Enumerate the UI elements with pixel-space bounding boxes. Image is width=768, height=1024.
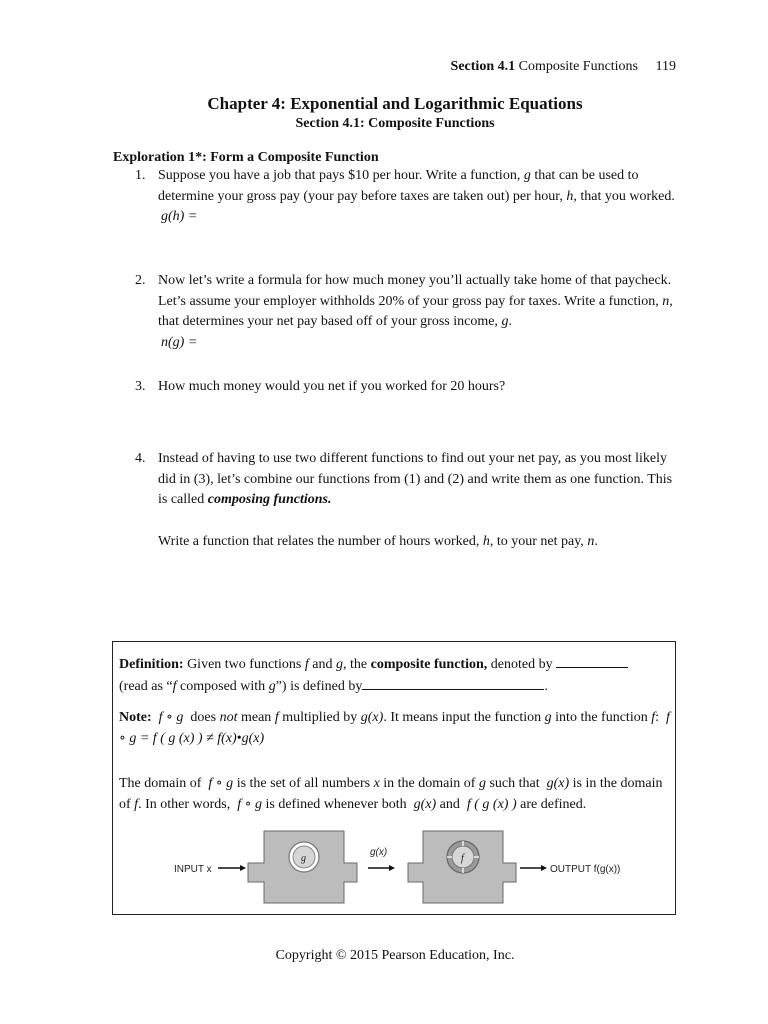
note-text: multiplied by: [282, 710, 358, 725]
running-head-title: Composite Functions: [518, 59, 639, 74]
note-text: does: [190, 710, 217, 725]
definition-paragraph: [119, 654, 671, 697]
definition-text: (read as “: [119, 678, 173, 694]
item-number: 2.: [135, 273, 146, 288]
answer-blank[interactable]: [556, 654, 628, 668]
exploration-heading: Exploration 1*: Form a Composite Function: [113, 150, 379, 165]
definition-text: denoted by: [490, 657, 553, 672]
output-arrow: [520, 865, 547, 871]
definition-text: .: [544, 678, 548, 694]
formula-n-of-g: n(g) =: [161, 334, 198, 350]
note-label: Note:: [119, 710, 152, 725]
definition-text: and: [312, 657, 333, 672]
item-text: How much money would you net if you worked for 20 hours?: [158, 379, 506, 394]
section-title: Section 4.1: Composite Functions: [295, 116, 495, 131]
item-number: 4.: [135, 451, 146, 466]
running-head: [451, 59, 676, 75]
input-arrow: [218, 865, 246, 871]
composition-symbol: f ∘ g: [158, 710, 184, 725]
domain-text: such that: [489, 776, 540, 791]
f-machine-label: f: [461, 853, 464, 864]
exploration-item-1: [135, 166, 680, 228]
definition-term: composite function,: [370, 657, 488, 672]
g-machine-label: g: [301, 853, 306, 864]
variable-f: f: [274, 710, 279, 725]
item-text: Write a function that relates the number of hours worked,: [158, 533, 480, 549]
domain-text: in the domain of: [383, 776, 476, 791]
variable-n: n: [587, 533, 595, 549]
item-text: Now let’s write a formula for how much money you’ll actually take home of that paycheck. Let’s assume your employer withholds 20% of your gross pay for taxes. Write a function,: [158, 273, 672, 309]
variable-g: g: [501, 314, 509, 329]
variable-x: x: [373, 776, 380, 791]
f-machine: [408, 831, 516, 903]
middle-label: g(x): [370, 847, 388, 858]
exploration-item-3: [135, 377, 680, 398]
variable-g: g: [478, 776, 486, 791]
composition-symbol: f ∘ g: [237, 796, 262, 812]
note-text: mean: [240, 710, 272, 725]
variable-f: f: [651, 710, 656, 725]
emphasis-composing-functions: composing functions.: [207, 492, 332, 507]
copyright-footer: Copyright © 2015 Pearson Education, Inc.: [275, 948, 515, 963]
exploration-item-2: [135, 271, 680, 353]
definition-text: Given two functions: [187, 657, 302, 672]
domain-paragraph: [119, 774, 671, 815]
domain-text: are defined.: [520, 796, 587, 812]
variable-g: g: [523, 168, 531, 183]
item-text: that can be used to determine your gross pay (your pay before taxes are taken out) per hour,: [158, 168, 639, 204]
domain-text: and: [439, 796, 460, 812]
answer-blank[interactable]: [362, 676, 544, 690]
variable-g: g: [268, 678, 276, 694]
variable-g: g: [544, 710, 552, 725]
domain-text: The domain of: [119, 776, 202, 791]
item-number: 3.: [135, 379, 146, 394]
definition-text: , the: [343, 657, 368, 672]
item-text: .: [508, 314, 512, 329]
function-machine-diagram: [168, 828, 623, 910]
variable-n: n: [662, 293, 670, 309]
exploration-item-4: [135, 449, 680, 552]
output-label: OUTPUT f(g(x)): [550, 864, 621, 875]
definition-label: Definition:: [119, 657, 184, 672]
variable-f: f: [134, 796, 139, 812]
middle-arrow: [368, 865, 395, 871]
item-text: , that determines your net pay based off of your gross income,: [158, 293, 673, 329]
formula-g-of-h: g(h) =: [161, 209, 198, 224]
running-head-section: Section 4.1: [450, 59, 516, 74]
item-text: Suppose you have a job that pays $10 per hour. Write a function,: [158, 168, 521, 183]
note-text: into the function: [555, 710, 648, 725]
item-text: Instead of having to use two different functions to find out your net pay, as you most likely did in (3), let’s combine our functions from (1) and (2) and write them as one function. This is called: [158, 451, 673, 507]
note-text: . It means input the function: [383, 710, 542, 725]
definition-box: [112, 641, 676, 915]
variable-g: g: [336, 657, 343, 672]
g-machine: [248, 831, 357, 903]
note-text: :: [655, 710, 659, 725]
item-number: 1.: [135, 168, 146, 183]
emphasis-not: not: [219, 710, 238, 725]
definition-text: composed with: [180, 678, 266, 694]
composition-symbol: f ∘ g: [208, 776, 234, 791]
note-paragraph: [119, 708, 671, 749]
item-text: , that you worked.: [573, 188, 675, 204]
g-of-x: g(x): [360, 710, 384, 725]
definition-text: ”) is defined by: [275, 678, 363, 694]
variable-h: h: [482, 533, 490, 549]
g-of-x: g(x): [546, 776, 570, 791]
item-text: , to your net pay,: [489, 533, 584, 549]
input-label: INPUT x: [174, 864, 212, 875]
g-of-x: g(x): [413, 796, 437, 812]
f-of-g-of-x: f ( g (x) ): [466, 796, 517, 812]
variable-f: f: [304, 657, 309, 672]
item-text: .: [594, 533, 598, 549]
domain-text: is defined whenever both: [265, 796, 407, 812]
variable-f: f: [172, 678, 177, 694]
composition-formula: f ∘ g = f ( g (x) ) ≠ f(x)•g(x): [119, 710, 670, 746]
domain-text: is in the domain of: [119, 776, 663, 812]
domain-text: is the set of all numbers: [236, 776, 371, 791]
page-number: 119: [655, 59, 676, 74]
variable-h: h: [566, 188, 574, 204]
domain-text: . In other words,: [138, 796, 231, 812]
chapter-title: Chapter 4: Exponential and Logarithmic Equations: [207, 94, 583, 113]
